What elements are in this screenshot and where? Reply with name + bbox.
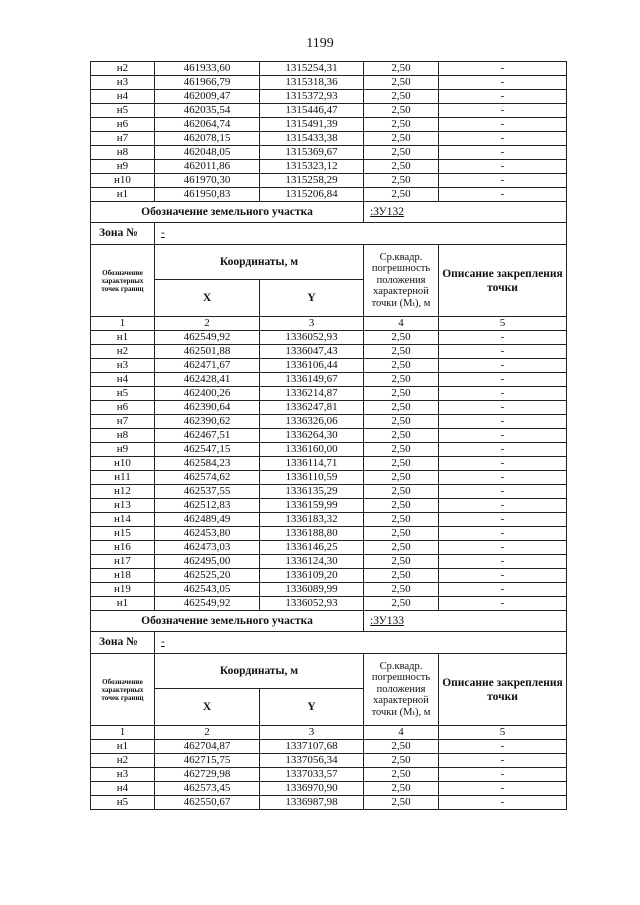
point-id: н1 [91, 597, 155, 611]
coord-y: 1315433,38 [260, 132, 364, 146]
table-row [91, 754, 567, 768]
coord-x: 462550,67 [155, 796, 260, 810]
fixing-description: - [439, 471, 567, 485]
error-value: 2,50 [364, 401, 439, 415]
coord-y: 1336264,30 [260, 429, 364, 443]
error-value: 2,50 [364, 569, 439, 583]
coord-x: 462048,05 [155, 146, 260, 160]
coord-x: 462501,88 [155, 345, 260, 359]
col-number: 2 [155, 726, 260, 740]
rows-previous-plot [91, 62, 567, 202]
zone-value: - [155, 223, 567, 245]
fixing-description: - [439, 415, 567, 429]
col-number: 2 [155, 317, 260, 331]
coord-y: 1336146,25 [260, 541, 364, 555]
coord-y: 1315372,93 [260, 90, 364, 104]
fixing-description: - [439, 331, 567, 345]
point-id: н11 [91, 471, 155, 485]
coord-x: 461933,60 [155, 62, 260, 76]
error-value: 2,50 [364, 174, 439, 188]
table-row [91, 597, 567, 611]
plot-label: Обозначение земельного участка [91, 202, 364, 223]
header-y: Y [260, 689, 364, 726]
fixing-description: - [439, 174, 567, 188]
fixing-description: - [439, 146, 567, 160]
coord-x: 462453,80 [155, 527, 260, 541]
error-value: 2,50 [364, 583, 439, 597]
point-id: н14 [91, 513, 155, 527]
coord-y: 1336214,87 [260, 387, 364, 401]
coord-x: 462428,41 [155, 373, 260, 387]
point-id: н12 [91, 485, 155, 499]
coord-x: 462537,55 [155, 485, 260, 499]
coord-x: 462467,51 [155, 429, 260, 443]
coord-y: 1336159,99 [260, 499, 364, 513]
header-coordinates: Координаты, м [155, 245, 364, 280]
col-number: 3 [260, 726, 364, 740]
fixing-description: - [439, 754, 567, 768]
error-value: 2,50 [364, 499, 439, 513]
fixing-description: - [439, 401, 567, 415]
coord-y: 1315254,31 [260, 62, 364, 76]
fixing-description: - [439, 188, 567, 202]
table-row [91, 90, 567, 104]
point-id: н13 [91, 499, 155, 513]
coord-x: 462009,47 [155, 90, 260, 104]
error-value: 2,50 [364, 160, 439, 174]
coord-x: 462704,87 [155, 740, 260, 754]
table-row [91, 499, 567, 513]
fixing-description: - [439, 555, 567, 569]
coord-y: 1336188,80 [260, 527, 364, 541]
table-row [91, 373, 567, 387]
coord-y: 1315491,39 [260, 118, 364, 132]
coord-y: 1336326,06 [260, 415, 364, 429]
header-y: Y [260, 280, 364, 317]
fixing-description: - [439, 485, 567, 499]
point-id: н10 [91, 457, 155, 471]
header-designation: Обозначение характерных точек границ [91, 245, 155, 317]
fixing-description: - [439, 429, 567, 443]
column-numbers-row [91, 726, 567, 740]
coord-x: 462574,62 [155, 471, 260, 485]
error-value: 2,50 [364, 527, 439, 541]
fixing-description: - [439, 118, 567, 132]
coord-x: 462549,92 [155, 331, 260, 345]
point-id: н5 [91, 104, 155, 118]
col-number: 1 [91, 317, 155, 331]
table-row [91, 782, 567, 796]
coord-y: 1337033,57 [260, 768, 364, 782]
header-description: Описание закрепления точки [439, 245, 567, 317]
error-value: 2,50 [364, 331, 439, 345]
error-value: 2,50 [364, 387, 439, 401]
coord-y: 1336110,59 [260, 471, 364, 485]
fixing-description: - [439, 160, 567, 174]
point-id: н18 [91, 569, 155, 583]
col-number: 5 [439, 726, 567, 740]
header-designation: Обозначение характерных точек границ [91, 654, 155, 726]
coord-x: 462390,62 [155, 415, 260, 429]
coord-x: 462584,23 [155, 457, 260, 471]
table-row [91, 471, 567, 485]
coord-y: 1337107,68 [260, 740, 364, 754]
coord-y: 1336052,93 [260, 331, 364, 345]
coord-x: 462473,03 [155, 541, 260, 555]
point-id: н4 [91, 373, 155, 387]
error-value: 2,50 [364, 597, 439, 611]
coord-x: 462400,26 [155, 387, 260, 401]
table-row [91, 174, 567, 188]
coord-y: 1336970,90 [260, 782, 364, 796]
table-row [91, 541, 567, 555]
table-row [91, 429, 567, 443]
coord-y: 1315318,36 [260, 76, 364, 90]
fixing-description: - [439, 345, 567, 359]
coord-x: 462011,86 [155, 160, 260, 174]
coord-y: 1336047,43 [260, 345, 364, 359]
point-id: н6 [91, 118, 155, 132]
table-row [91, 443, 567, 457]
fixing-description: - [439, 597, 567, 611]
point-id: н2 [91, 754, 155, 768]
coord-y: 1336987,98 [260, 796, 364, 810]
coord-y: 1315258,29 [260, 174, 364, 188]
fixing-description: - [439, 132, 567, 146]
point-id: н16 [91, 541, 155, 555]
zone-row [91, 223, 567, 245]
table-row [91, 146, 567, 160]
error-value: 2,50 [364, 555, 439, 569]
table-row [91, 485, 567, 499]
error-value: 2,50 [364, 76, 439, 90]
coord-x: 462525,20 [155, 569, 260, 583]
fixing-description: - [439, 782, 567, 796]
plot-row [91, 202, 567, 223]
error-value: 2,50 [364, 796, 439, 810]
coord-y: 1336183,32 [260, 513, 364, 527]
coord-x: 462495,00 [155, 555, 260, 569]
point-id: н10 [91, 174, 155, 188]
fixing-description: - [439, 104, 567, 118]
fixing-description: - [439, 740, 567, 754]
table-row [91, 359, 567, 373]
error-value: 2,50 [364, 146, 439, 160]
coord-x: 462715,75 [155, 754, 260, 768]
error-value: 2,50 [364, 90, 439, 104]
error-value: 2,50 [364, 132, 439, 146]
coord-y: 1337056,34 [260, 754, 364, 768]
page-number: 1199 [306, 36, 334, 51]
column-numbers-row [91, 317, 567, 331]
fixing-description: - [439, 768, 567, 782]
error-value: 2,50 [364, 373, 439, 387]
table-row [91, 160, 567, 174]
table-row [91, 768, 567, 782]
table-row [91, 457, 567, 471]
error-value: 2,50 [364, 104, 439, 118]
error-value: 2,50 [364, 62, 439, 76]
zone-label: Зона № [91, 632, 155, 654]
coord-x: 461970,30 [155, 174, 260, 188]
fixing-description: - [439, 443, 567, 457]
point-id: н5 [91, 387, 155, 401]
coord-y: 1336106,44 [260, 359, 364, 373]
coord-y: 1336149,67 [260, 373, 364, 387]
table-row [91, 118, 567, 132]
table-row [91, 415, 567, 429]
coord-y: 1336247,81 [260, 401, 364, 415]
error-value: 2,50 [364, 415, 439, 429]
header-description: Описание закрепления точки [439, 654, 567, 726]
error-value: 2,50 [364, 768, 439, 782]
coord-y: 1336135,29 [260, 485, 364, 499]
table-row [91, 387, 567, 401]
error-value: 2,50 [364, 359, 439, 373]
coord-x: 462489,49 [155, 513, 260, 527]
coord-y: 1315323,12 [260, 160, 364, 174]
table-row [91, 513, 567, 527]
coord-x: 462390,64 [155, 401, 260, 415]
coord-x: 462512,83 [155, 499, 260, 513]
plot-row [91, 611, 567, 632]
plot-label: Обозначение земельного участка [91, 611, 364, 632]
table-row [91, 401, 567, 415]
table-row [91, 583, 567, 597]
table-row [91, 345, 567, 359]
table-row [91, 555, 567, 569]
error-value: 2,50 [364, 754, 439, 768]
error-value: 2,50 [364, 513, 439, 527]
coord-y: 1336052,93 [260, 597, 364, 611]
plot-block-2 [91, 611, 567, 740]
point-id: н15 [91, 527, 155, 541]
fixing-description: - [439, 387, 567, 401]
coord-y: 1336160,00 [260, 443, 364, 457]
fixing-description: - [439, 499, 567, 513]
fixing-description: - [439, 359, 567, 373]
coord-y: 1315206,84 [260, 188, 364, 202]
table-row [91, 76, 567, 90]
coord-x: 462035,54 [155, 104, 260, 118]
point-id: н8 [91, 429, 155, 443]
error-value: 2,50 [364, 188, 439, 202]
fixing-description: - [439, 457, 567, 471]
fixing-description: - [439, 76, 567, 90]
point-id: н17 [91, 555, 155, 569]
col-number: 4 [364, 726, 439, 740]
coord-x: 462547,15 [155, 443, 260, 457]
point-id: н3 [91, 359, 155, 373]
point-id: н2 [91, 62, 155, 76]
point-id: н3 [91, 768, 155, 782]
point-id: н9 [91, 160, 155, 174]
table-row [91, 527, 567, 541]
col-number: 3 [260, 317, 364, 331]
fixing-description: - [439, 513, 567, 527]
coord-y: 1336089,99 [260, 583, 364, 597]
point-id: н6 [91, 401, 155, 415]
plot-block-1 [91, 202, 567, 331]
coord-x: 461966,79 [155, 76, 260, 90]
table-row [91, 740, 567, 754]
fixing-description: - [439, 541, 567, 555]
coord-y: 1336124,30 [260, 555, 364, 569]
point-id: н5 [91, 796, 155, 810]
error-value: 2,50 [364, 118, 439, 132]
col-number: 5 [439, 317, 567, 331]
coord-x: 462471,67 [155, 359, 260, 373]
point-id: н1 [91, 331, 155, 345]
point-id: н19 [91, 583, 155, 597]
plot-id: :ЗУ132 [364, 202, 567, 223]
col-number: 4 [364, 317, 439, 331]
table-row [91, 188, 567, 202]
table-row [91, 569, 567, 583]
fixing-description: - [439, 90, 567, 104]
fixing-description: - [439, 527, 567, 541]
table-row [91, 104, 567, 118]
error-value: 2,50 [364, 345, 439, 359]
point-id: н1 [91, 740, 155, 754]
error-value: 2,50 [364, 740, 439, 754]
fixing-description: - [439, 373, 567, 387]
point-id: н2 [91, 345, 155, 359]
table-row [91, 796, 567, 810]
fixing-description: - [439, 796, 567, 810]
error-value: 2,50 [364, 429, 439, 443]
fixing-description: - [439, 62, 567, 76]
header-error: Ср.квадр. погрешность положения характерной точки (Mₜ), м [364, 245, 439, 317]
point-id: н8 [91, 146, 155, 160]
coord-x: 462078,15 [155, 132, 260, 146]
header-coordinates: Координаты, м [155, 654, 364, 689]
fixing-description: - [439, 583, 567, 597]
coord-y: 1336114,71 [260, 457, 364, 471]
header-error: Ср.квадр. погрешность положения характерной точки (Mₜ), м [364, 654, 439, 726]
rows-plot-2 [91, 740, 567, 810]
header-x: X [155, 689, 260, 726]
error-value: 2,50 [364, 443, 439, 457]
point-id: н7 [91, 415, 155, 429]
zone-row [91, 632, 567, 654]
coord-x: 462064,74 [155, 118, 260, 132]
point-id: н9 [91, 443, 155, 457]
error-value: 2,50 [364, 471, 439, 485]
plot-id: :ЗУ133 [364, 611, 567, 632]
coord-x: 462543,05 [155, 583, 260, 597]
error-value: 2,50 [364, 782, 439, 796]
coord-y: 1315446,47 [260, 104, 364, 118]
header-x: X [155, 280, 260, 317]
table-row [91, 132, 567, 146]
point-id: н3 [91, 76, 155, 90]
table-row [91, 331, 567, 345]
table-row [91, 62, 567, 76]
error-value: 2,50 [364, 541, 439, 555]
error-value: 2,50 [364, 457, 439, 471]
point-id: н7 [91, 132, 155, 146]
coord-x: 461950,83 [155, 188, 260, 202]
coord-y: 1315369,67 [260, 146, 364, 160]
error-value: 2,50 [364, 485, 439, 499]
header-row-1 [91, 654, 567, 689]
zone-value: - [155, 632, 567, 654]
coord-x: 462573,45 [155, 782, 260, 796]
fixing-description: - [439, 569, 567, 583]
point-id: н1 [91, 188, 155, 202]
coord-x: 462549,92 [155, 597, 260, 611]
point-id: н4 [91, 90, 155, 104]
rows-plot-1 [91, 331, 567, 611]
coordinates-table [90, 61, 567, 810]
zone-label: Зона № [91, 223, 155, 245]
point-id: н4 [91, 782, 155, 796]
coord-x: 462729,98 [155, 768, 260, 782]
header-row-1 [91, 245, 567, 280]
col-number: 1 [91, 726, 155, 740]
coord-y: 1336109,20 [260, 569, 364, 583]
